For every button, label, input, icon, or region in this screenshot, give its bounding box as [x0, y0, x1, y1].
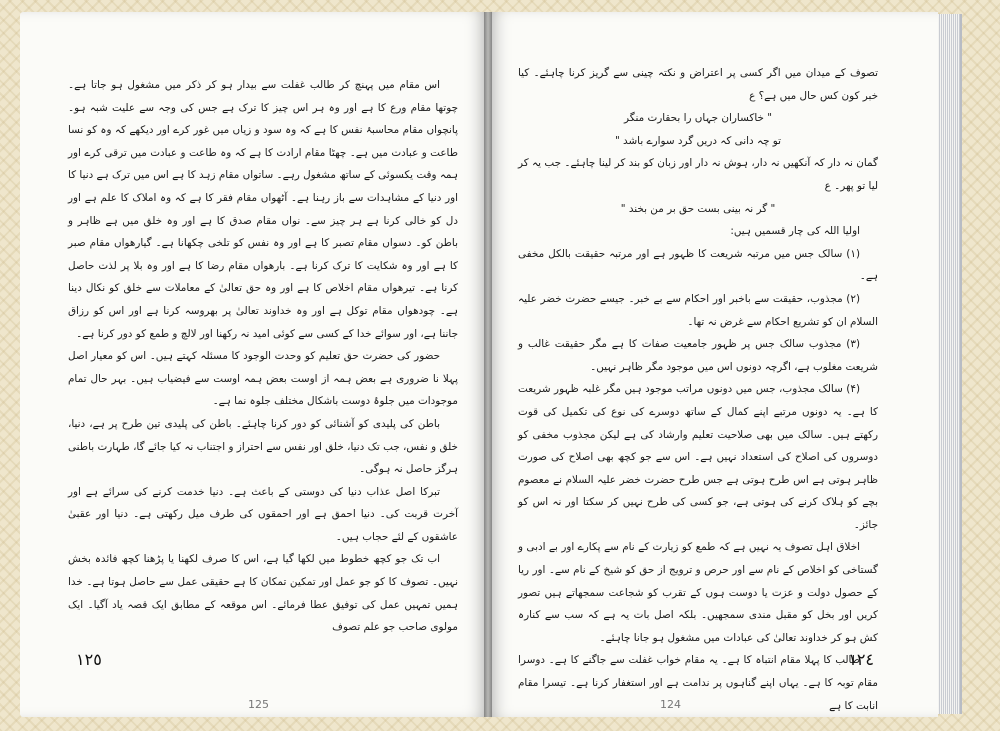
right-verse-line-2: تو چہ دانی کہ دریں گرد سوارے باشد " — [614, 134, 782, 147]
left-bottom-mark: 125 — [248, 698, 269, 711]
book-gutter — [484, 12, 492, 717]
right-bottom-mark: 124 — [660, 698, 681, 711]
right-list-item-2: (۲) مجذوب، حقیقت سے باخبر اور احکام سے بے خبر۔ جیسے حضرت خضر علیہ السلام ان کو تشریع احکام سے غرض نہ تھا۔ — [518, 292, 878, 328]
page-edges — [938, 14, 962, 714]
right-page-number: ١٢٤ — [848, 650, 874, 669]
left-page-number: ١٢٥ — [76, 650, 102, 669]
right-verse-line-1: " خاکساران جہاں را بحقارت منگر — [623, 112, 772, 125]
right-page — [488, 12, 938, 717]
left-page-text — [68, 74, 458, 639]
left-paragraph-3: باطن کی پلیدی کو آشنائی کو دور کرنا چاہئے۔ باطن کی پلیدی تین طرح پر ہے، دنیا، خلق و نفس، جب تک دنیا، خلق اور نفس سے احتراز و اجتناب نہ کیا جائے گا، طہارت باطنی ہرگز حاصل نہ ہوگی۔ — [68, 417, 458, 476]
right-page-text — [518, 62, 878, 717]
right-verse-line-3: " گر نہ بینی بست حق بر من بخند " — [620, 202, 776, 215]
left-paragraph-4: تبرکا اصل عذاب دنیا کی دوستی کے باعث ہے۔ دنیا خدمت کرنے کی سرائے ہے اور آخرت قربت کی۔ دنیا احمق ہے اور احمقوں کی طرف میل رکھتی ہے۔ دنیا اور عقبیٰ عاشقوں کے لئے حجاب ہیں۔ — [68, 485, 458, 543]
right-list-item-1: (۱) سالک جس میں مرتبہ شریعت کا ظہور ہے اور مرتبہ حقیقت بالکل مخفی ہے۔ — [518, 247, 878, 283]
right-paragraph-2: گمان نہ دار کہ آنکھیں نہ دار، ہوش نہ دار اور زبان کو بند کر لینا چاہئے۔ جب یہ کر لیا تو پھر۔ ع — [518, 157, 878, 192]
left-paragraph-1: اس مقام میں پہنچ کر طالب غفلت سے بیدار ہو کر ذکر میں مشغول ہو جاتا ہے۔ چوتھا مقام ورع کا ہے اور وہ ہر اس چیز کا ترک ہے جس کی وجہ سے علیت شبہ ہو۔ پانچواں مقام محاسبۂ نفس کا ہے کہ وہ سود و زیاں میں غور کرے اور دیکھے کہ وہ کو نسا طاعت و عبادت میں ہے۔ چھٹا مقام ارادت کا ہے کہ وہ طاعت و عبادت میں ترقی کرے اور ہمہ وقت یکسوئی کے ساتھ مشغول رہے۔ ساتواں مقام زہد کا ہے اس میں ترک ہے دنیا کا اور دنیا کے مشاہدات سے باز رہنا ہے۔ آٹھواں مقام فقر کا ہے کہ وہ املاک کا علم ہے اور دل کو خالی کرنا ہے ہر چیز سے۔ نواں مقام صدق کا ہے اور وہ خلق میں ہے ظاہر و باطن کو۔ دسواں مقام تصبر کا ہے اور وہ نفس کو تلخی چکھانا ہے۔ گیارھواں مقام صبر کا ہے اور وہ شکایت کا ترک کرنا ہے۔ بارھواں مقام رضا کا ہے اور وہ بلا پر لذت حاصل کرنا ہے۔ تیرھواں مقام اخلاص کا ہے اور وہ حق تعالیٰ کے معاملات سے خلق کو نکال دینا ہے۔ چودھواں مقام توکل ہے اور وہ خداوند تعالیٰ پر بھروسہ کرنا ہے اور اس کو رزاق جاننا ہے، اور سوائے خدا کے کسی سے کوئی امید نہ رکھنا اور لالچ و طمع کو دور کرنا ہے۔ — [68, 79, 458, 340]
left-paragraph-2: حضور کی حضرت حق تعلیم کو وحدت الوجود کا مسئلہ کہتے ہیں۔ اس کو معیار اصل پہلا نا ضروری ہے بعض ہمہ از اوست بعض ہمہ اوست سے فیضیاب ہیں۔ بہر حال تمام موجودات میں جلوۂ دوست باشکال مختلف جلوہ نما ہے۔ — [68, 350, 458, 408]
left-paragraph-5: اب تک جو کچھ خطوط میں لکھا گیا ہے، اس کا صرف لکھنا یا پڑھنا کچھ فائدہ بخش نہیں۔ تصوف کا کو جو عمل اور تمکین تمکان کا ہے حقیقی عمل سے حاصل ہوتا ہے۔ خدا ہمیں تمہیں عمل کی توفیق عطا فرمائے۔ اس موقعہ کے مطابق ایک قصہ یاد آگیا۔ ایک مولوی صاحب جو علم تصوف — [68, 553, 458, 634]
right-list-item-3: (۳) مجذوب سالک جس پر ظہور جامعیت صفات کا ہے مگر حقیقت غالب و شریعت مغلوب ہے، اگرچہ دونوں اس میں موجود مگر ظاہر نہیں۔ — [518, 338, 878, 373]
right-paragraph-5: طالب کا پہلا مقام انتباہ کا ہے۔ یہ مقام خواب غفلت سے جاگنے کا ہے۔ دوسرا مقام توبہ کا ہے۔ یہاں اپنے گناہوں پر ندامت ہے اور استغفار کرنا ہے۔ تیسرا مقام انابت کا ہے — [518, 654, 878, 712]
right-paragraph-1: تصوف کے میدان میں اگر کسی پر اعتراض و نکتہ چینی سے گریز کرنا چاہئے۔ کیا خبر کون کس حال میں ہے؟ ع — [518, 67, 878, 102]
right-paragraph-3: اولیا اللہ کی چار قسمیں ہیں: — [730, 225, 860, 238]
right-list-item-4: (۴) سالک مجذوب، جس میں دونوں مراتب موجود ہیں مگر غلبہ ظہور شریعت کا ہے۔ یہ دونوں مرتبے اپنے کمال کے ساتھ دوسرے کی نوع کی تکمیل کی قوت رکھتے ہیں۔ سالک میں بھی صلاحیت تعلیم وارشاد کی ہے لیکن مجذوب مخفی کو دوسروں کی اصلاح کی استعداد نہیں ہے۔ اس سے جو کچھ بھی اصلاح کی صورت ظاہر ہوتی ہے اس طرح ہوتی ہے جس طرح حضرت خضر علیہ السلام نے معصوم بچے کو ہلاک کرنے کی ہوتی ہے، جو کسی کی طرح نہیں کر سکتا اور نہ اس کو جائز۔ — [518, 383, 878, 531]
left-page — [20, 12, 488, 717]
right-paragraph-4: اخلاق اہل تصوف یہ نہیں ہے کہ طمع کو زیارت کے نام سے پکارے اور بے ادبی و گستاخی کو اخلاص کے نام سے اور حرص و ترویج از حق کو شیخ کے نام سے۔ اور ریا کے حصول دولت و عزت یا دوست ہوں کے تقرب کو شجاعت سمجھاتے ہیں تصور کریں اور بخل کو مقبل مندی سمجھیں۔ بلکہ اصل بات یہ ہے کہ سب سے کنارہ کش ہو کر خداوند تعالیٰ کی عبادات میں مشغول ہو جانا چاہئے۔ — [518, 541, 878, 644]
